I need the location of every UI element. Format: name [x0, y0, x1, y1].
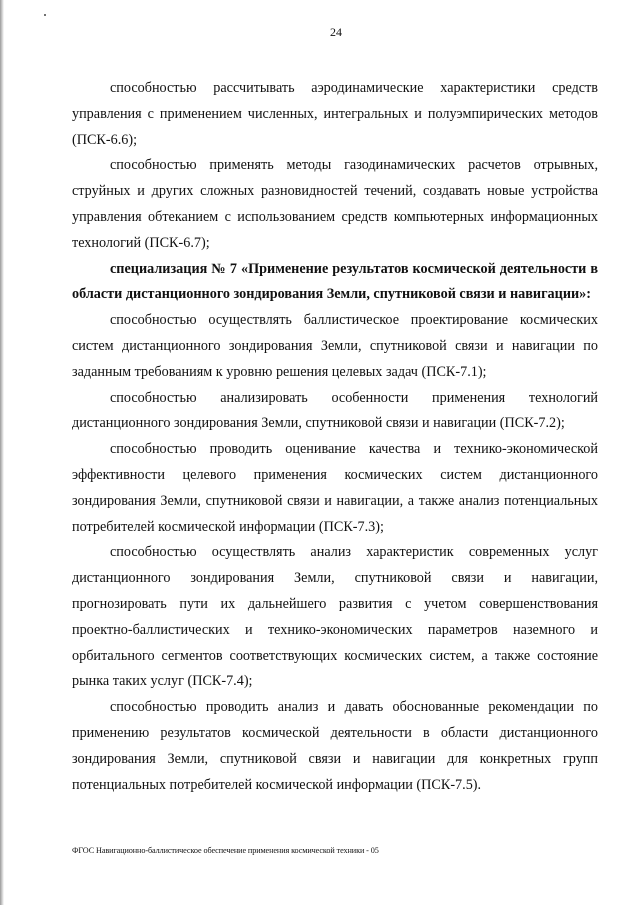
scan-speck [44, 14, 46, 16]
paragraph-psk-6-7: способностью применять методы газодинамических расчетов отрывных, струйных и других сложных разновидностей течений, создавать новые устройства управления обтеканием с использованием средств компьютерных информационных технологий (ПСК-6.7); [72, 157, 598, 251]
specialization-heading: специализация № 7 «Применение результатов космической деятельности в области дистанционного зондирования Земли, спутниковой связи и навигации»: [72, 260, 598, 303]
page-footer: ФГОС Навигационно-баллистическое обеспечение применения космической техники - 05 [72, 846, 379, 855]
document-body [72, 76, 598, 798]
paragraph-psk-7-3: способностью проводить оценивание качества и технико-экономической эффективности целевого применения космических систем дистанционного зондирования Земли, спутниковой связи и навигации, а также анализ потенциальных потребителей космической информации (ПСК-7.3); [72, 441, 598, 535]
paragraph-psk-7-5: способностью проводить анализ и давать обоснованные рекомендации по применению результатов космической деятельности в области дистанционного зондирования Земли, спутниковой связи и навигации для конкретных групп потенциальных потребителей космической информации (ПСК-7.5). [72, 699, 598, 793]
paragraph-psk-7-1: способностью осуществлять баллистическое проектирование космических систем дистанционного зондирования Земли, спутниковой связи и навигации по заданным требованиям к уровню решения целевых задач (ПСК-7.1); [72, 312, 598, 380]
paragraph-psk-6-6: способностью рассчитывать аэродинамические характеристики средств управления с применением численных, интегральных и полуэмпирических методов (ПСК-6.6); [72, 80, 598, 148]
paragraph-psk-7-2: способностью анализировать особенности применения технологий дистанционного зондирования Земли, спутниковой связи и навигации (ПСК-7.2); [72, 389, 598, 432]
scan-edge-shadow [0, 0, 4, 905]
paragraph-psk-7-4: способностью осуществлять анализ характеристик современных услуг дистанционного зондирования Земли, спутниковой связи и навигации, прогнозировать пути их дальнейшего развития с учетом совершенствования проектно-баллистических и технико-экономических параметров наземного и орбитального сегментов соответствующих космических систем, а также состояние рынка таких услуг (ПСК-7.4); [72, 544, 598, 690]
page-number: 24 [330, 25, 342, 39]
